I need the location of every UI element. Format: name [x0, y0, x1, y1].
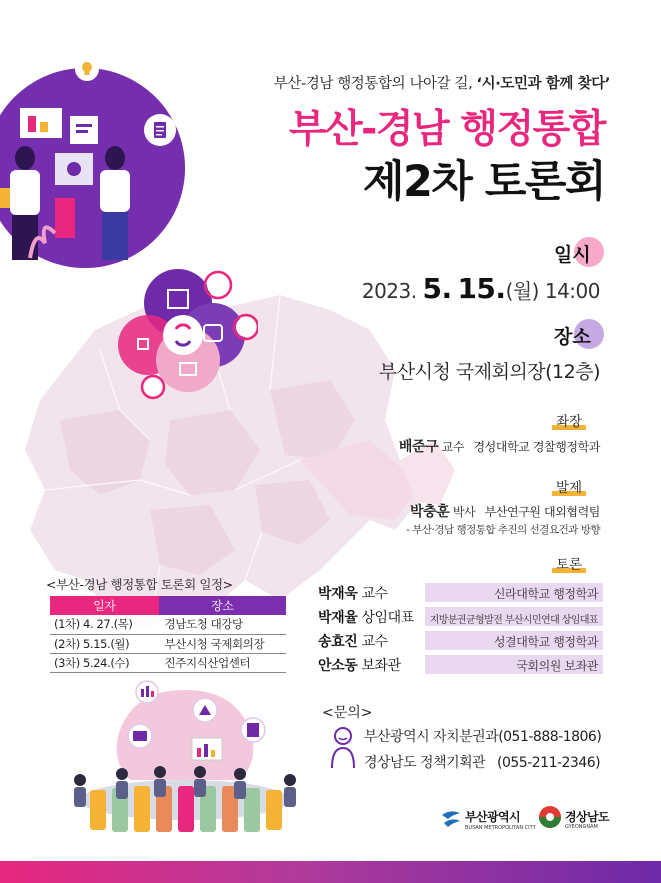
presenter-name: 박충훈: [410, 504, 450, 520]
schedule-date: (2차) 5.15.(월): [50, 634, 159, 653]
event-date: [330, 272, 600, 305]
tagline-quote: ‘시·도민과 함께 찾다’: [476, 76, 610, 92]
meeting-illustration: [60, 680, 310, 850]
presentation-heading-label: 발제: [556, 480, 583, 496]
panelist-title: 보좌관: [361, 658, 401, 674]
teamwork-illustration: [0, 58, 190, 278]
chair-title: 교수: [441, 440, 465, 454]
schedule-header-venue: 장소: [159, 596, 286, 615]
panelist-affiliation: 성결대학교 행정학과: [425, 631, 603, 650]
when-label: 일시: [554, 244, 591, 266]
person-icon: [330, 726, 356, 770]
schedule-title: <부산-경남 행정통합 토론회 일정>: [46, 577, 233, 592]
inquiry-gyeongnam: 경상남도 정책기획관 (055-211-2346): [364, 755, 601, 771]
panelist-affiliation: 신라대학교 행정학과: [425, 583, 603, 602]
tagline-prefix: 부산-경남 행정통합의 나아갈 길,: [273, 76, 477, 92]
chair-person: [290, 436, 600, 456]
panelist-affiliation: 국회의원 보좌관: [425, 655, 603, 674]
schedule-table: [50, 596, 286, 673]
schedule-venue: 경남도청 대강당: [159, 615, 286, 634]
gyeongnam-logo-sub: GYEONGNAM: [565, 824, 598, 830]
title-line1: 부산-경남 행정통합: [288, 107, 605, 152]
presentation-topic: - 부산·경남 행정통합 추진의 선결요건과 방향: [406, 524, 600, 536]
title-line2: 제2차 토론회: [362, 157, 605, 207]
chair-heading: [556, 410, 582, 430]
date-weekday: (월): [505, 279, 539, 303]
where-badge: [554, 322, 591, 349]
panelist-name: 박재욱: [318, 586, 358, 602]
panelist-title: 교수: [361, 586, 388, 602]
schedule-date: (3차) 5.24.(수): [50, 653, 159, 672]
date-year: 2023.: [361, 279, 417, 303]
table-row: [50, 615, 286, 634]
busan-emblem-icon: [440, 807, 462, 829]
chair-affiliation: 경성대학교 경찰행정학과: [473, 440, 600, 454]
document-icon: [143, 113, 177, 147]
presenter-person: [290, 501, 600, 521]
table-row: [50, 634, 286, 653]
chair-heading-label: 좌장: [556, 414, 583, 430]
presenter-title: 박사: [452, 505, 476, 519]
panelist-row: [318, 655, 603, 675]
panelist-name: 안소동: [318, 658, 358, 674]
schedule-venue: 부산시청 국제회의장: [159, 634, 286, 653]
panelist-title: 상임대표: [361, 610, 414, 626]
collaboration-icon-cluster: [118, 265, 258, 400]
discussion-heading-label: 토론: [556, 557, 583, 573]
schedule-venue: 진주지식산업센터: [159, 653, 286, 672]
busan-logo-sub: BUSAN METROPOLITAN CITY: [465, 825, 536, 831]
panelist-row: [318, 607, 603, 627]
event-venue: 부산시청 국제회의장(12층): [378, 361, 600, 383]
schedule-header-date: 일자: [50, 596, 159, 615]
gyeongnam-emblem-icon: [538, 805, 562, 829]
presenter-affiliation: 부산연구원 대외협력팀: [484, 505, 600, 519]
inquiry-title: <문의>: [322, 705, 373, 721]
panelist-name: 송효진: [318, 634, 358, 650]
panelist-row: [318, 583, 603, 603]
gyeongnam-logo: [538, 805, 618, 835]
panelist-row: [318, 631, 603, 651]
schedule-date: (1차) 4. 27.(목): [50, 615, 159, 634]
date-time: 14:00: [544, 279, 600, 303]
inquiry-busan: 부산광역시 자치분권과(051-888-1806): [364, 729, 602, 745]
lightbulb-icon: [74, 56, 100, 82]
chair-name: 배준구: [398, 439, 439, 455]
bottom-gradient-bar: [0, 861, 661, 883]
busan-logo: [440, 805, 540, 835]
panelist-title: 교수: [361, 634, 388, 650]
panelist-name: 박재율: [318, 610, 358, 626]
where-label: 장소: [554, 326, 591, 348]
when-badge: [554, 240, 591, 267]
tagline: [250, 72, 610, 93]
schedule-header-row: [50, 596, 286, 615]
presentation-heading: [556, 476, 582, 496]
date-month: 5.: [422, 272, 452, 305]
panelist-affiliation: 지방분권균형발전 부산시민연대 상임대표: [425, 607, 603, 626]
busan-logo-name: 부산광역시: [465, 810, 520, 824]
gyeongnam-logo-name: 경상남도: [565, 810, 609, 824]
table-row: [50, 653, 286, 672]
discussion-heading: [556, 553, 582, 573]
date-day: 15.: [457, 272, 506, 305]
